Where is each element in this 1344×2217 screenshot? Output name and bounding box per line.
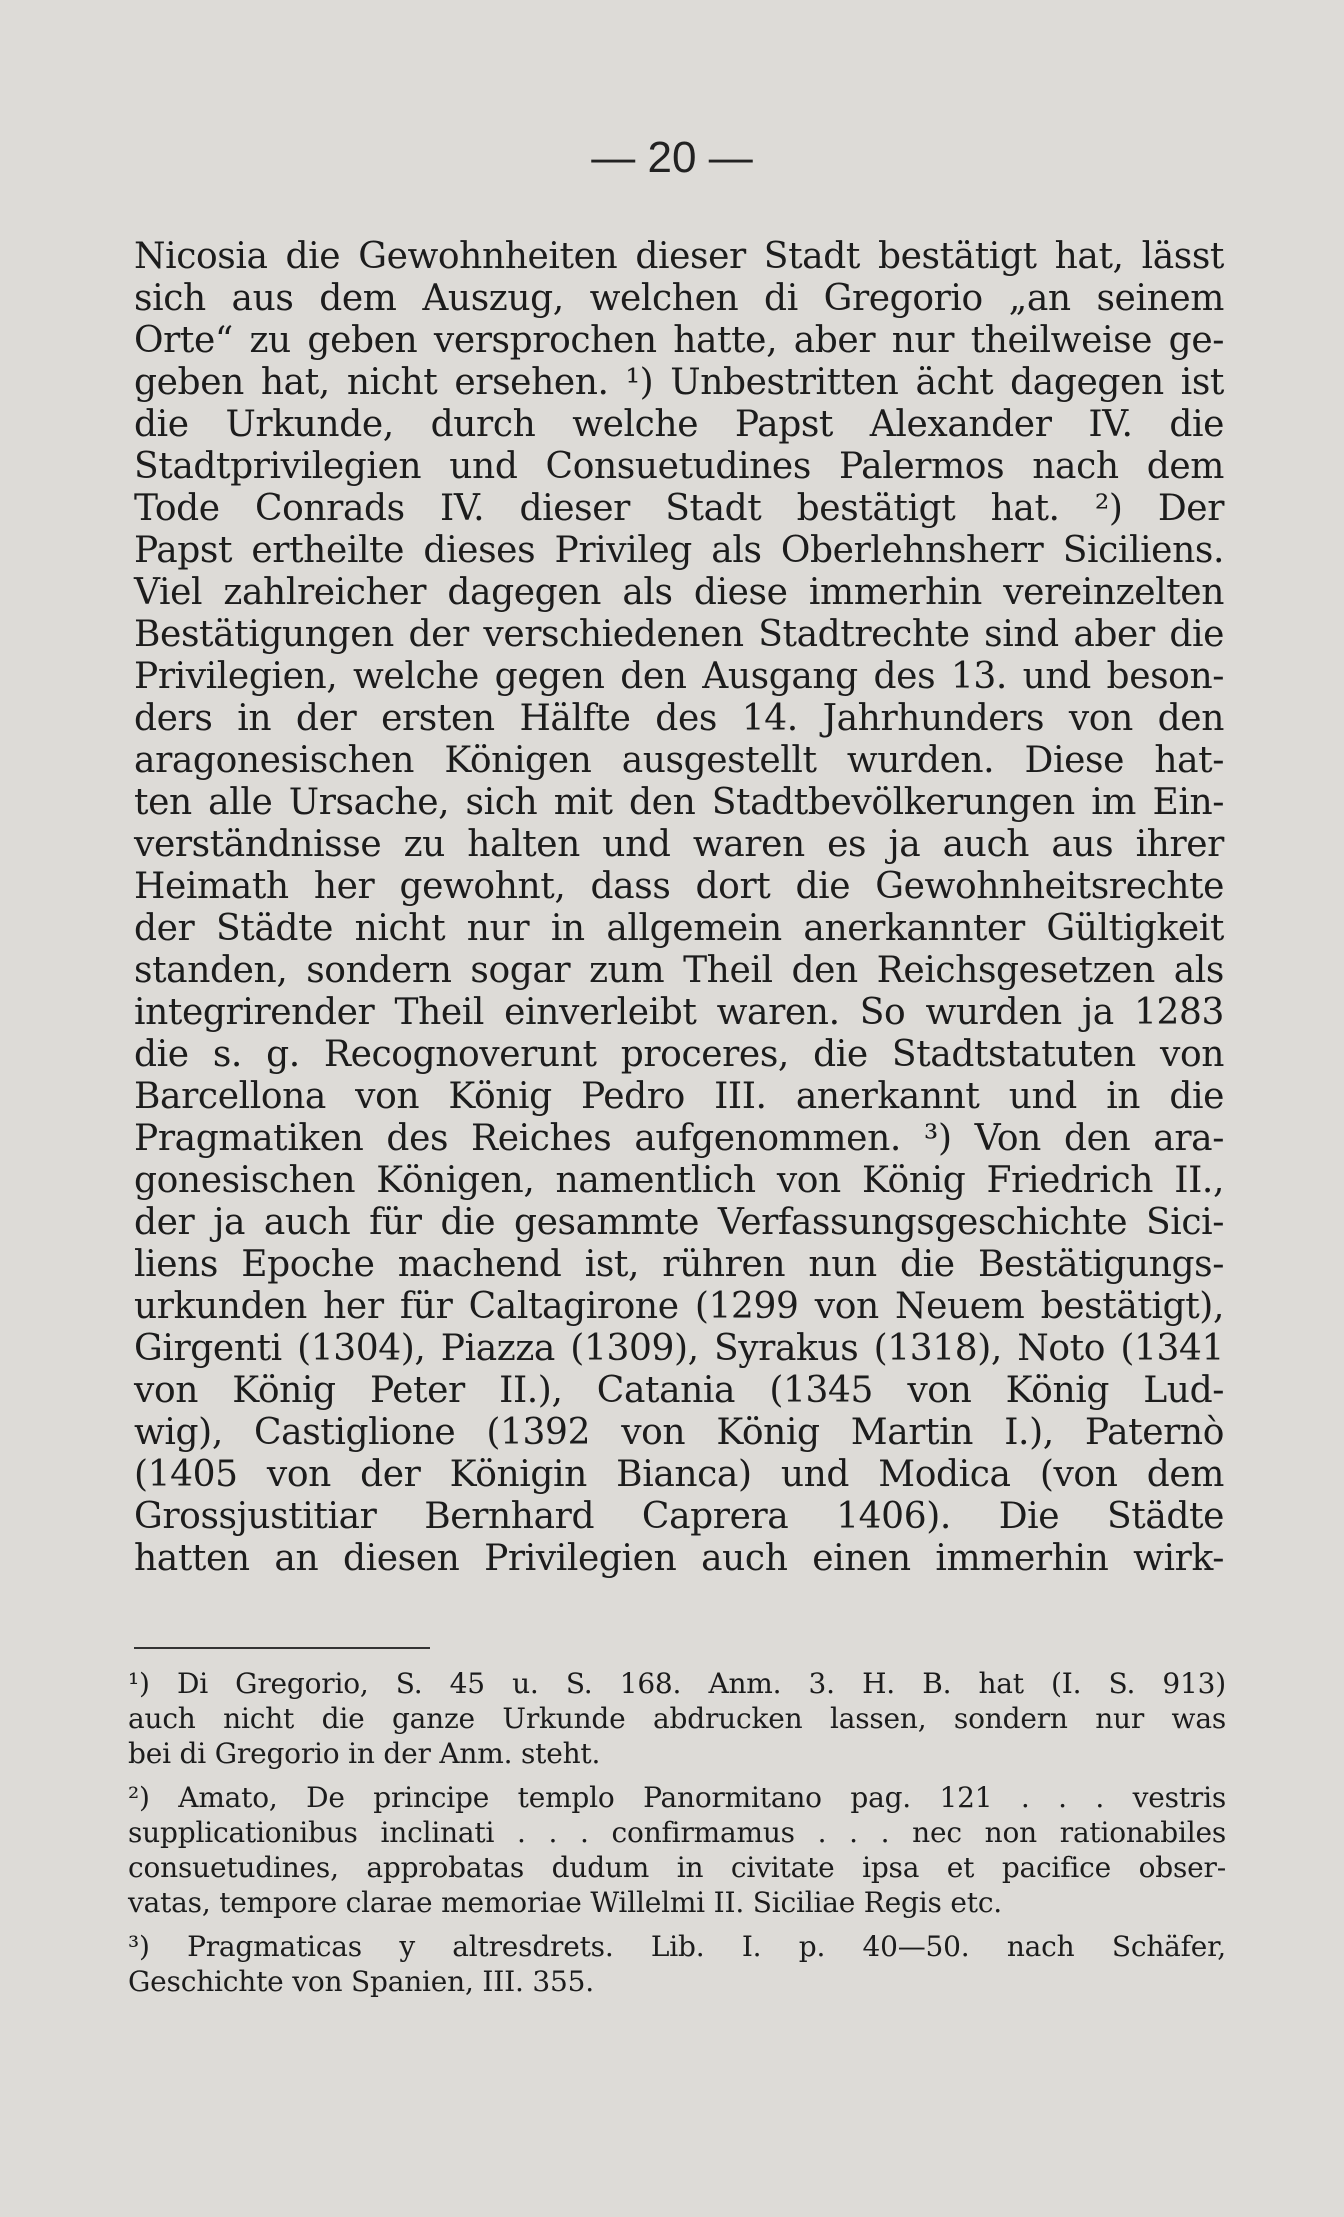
text-line: Nicosia die Gewohnheiten dieser Stadt bestätigt hat, lässt — [134, 236, 1224, 277]
text-line: von König Peter II.), Catania (1345 von König Lud- — [134, 1370, 1224, 1411]
text-line: liens Epoche machend ist, rühren nun die Bestätigungs- — [134, 1244, 1224, 1285]
text-line: standen, sondern sogar zum Theil den Reichsgesetzen als — [134, 950, 1224, 991]
text-line: Bestätigungen der verschiedenen Stadtrechte sind aber die — [134, 614, 1224, 655]
text-line: Privilegien, welche gegen den Ausgang des 13. und beson- — [134, 656, 1224, 697]
text-line: geben hat, nicht ersehen. ¹) Unbestritten ächt dagegen ist — [134, 362, 1224, 403]
text-line: Pragmatiken des Reiches aufgenommen. ³) Von den ara- — [134, 1118, 1224, 1159]
text-line: Heimath her gewohnt, dass dort die Gewohnheitsrechte — [134, 866, 1224, 907]
footnote-line: vatas, tempore clarae memoriae Willelmi II. Siciliae Regis etc. — [128, 1886, 1003, 1919]
text-line: Papst ertheilte dieses Privileg als Oberlehnsherr Siciliens. — [134, 530, 1224, 571]
footnote-line: auch nicht die ganze Urkunde abdrucken lassen, sondern nur was — [128, 1702, 1226, 1735]
text-line: die Urkunde, durch welche Papst Alexander IV. die — [134, 404, 1224, 445]
footnote-line: bei di Gregorio in der Anm. steht. — [128, 1737, 601, 1770]
text-line: Tode Conrads IV. dieser Stadt bestätigt hat. ²) Der — [134, 488, 1224, 529]
footnote-3 — [128, 1929, 1226, 1999]
text-line: gonesischen Königen, namentlich von König Friedrich II., — [134, 1160, 1224, 1201]
body-text — [134, 236, 1224, 1580]
footnote-2 — [128, 1780, 1226, 1920]
footnotes — [128, 1666, 1226, 1999]
text-line: aragonesischen Königen ausgestellt wurden. Diese hat- — [134, 740, 1224, 781]
text-line: die s. g. Recognoverunt proceres, die Stadtstatuten von — [134, 1034, 1224, 1075]
text-line: der Städte nicht nur in allgemein anerkannter Gültigkeit — [134, 908, 1224, 949]
page-number: — 20 — — [591, 133, 753, 182]
footnote-line: consuetudines, approbatas dudum in civitate ipsa et pacifice obser- — [128, 1851, 1226, 1884]
text-line: wig), Castiglione (1392 von König Martin I.), Paternò — [134, 1412, 1224, 1453]
text-line: integrirender Theil einverleibt waren. So wurden ja 1283 — [134, 992, 1224, 1033]
footnote-1 — [128, 1666, 1226, 1771]
text-line: der ja auch für die gesammte Verfassungsgeschichte Sici- — [134, 1202, 1224, 1243]
text-line: urkunden her für Caltagirone (1299 von Neuem bestätigt), — [134, 1286, 1224, 1327]
footnote-line: ²) Amato, De principe templo Panormitano pag. 121 . . . vestris — [128, 1781, 1226, 1814]
text-line: Barcellona von König Pedro III. anerkannt und in die — [134, 1076, 1224, 1117]
text-line: Stadtprivilegien und Consuetudines Palermos nach dem — [134, 446, 1224, 487]
footnote-line: supplicationibus inclinati . . . confirmamus . . . nec non rationabiles — [128, 1816, 1226, 1849]
text-line: ders in der ersten Hälfte des 14. Jahrhunders von den — [134, 698, 1224, 739]
footnote-line: Geschichte von Spanien, III. 355. — [128, 1965, 594, 1998]
text-line: verständnisse zu halten und waren es ja auch aus ihrer — [134, 824, 1224, 865]
text-line: ten alle Ursache, sich mit den Stadtbevölkerungen im Ein- — [134, 782, 1224, 823]
text-line: sich aus dem Auszug, welchen di Gregorio „an seinem — [134, 278, 1224, 319]
text-line: (1405 von der Königin Bianca) und Modica (von dem — [134, 1454, 1224, 1495]
text-line: Grossjustitiar Bernhard Caprera 1406). Die Städte — [134, 1496, 1224, 1537]
footnote-divider — [134, 1647, 430, 1649]
footnote-line: ¹) Di Gregorio, S. 45 u. S. 168. Anm. 3. H. B. hat (I. S. 913) — [128, 1667, 1226, 1700]
text-line: Orte“ zu geben versprochen hatte, aber nur theilweise ge- — [134, 320, 1224, 361]
text-line: Girgenti (1304), Piazza (1309), Syrakus (1318), Noto (1341 — [134, 1328, 1224, 1369]
footnote-line: ³) Pragmaticas y altresdrets. Lib. I. p. 40—50. nach Schäfer, — [128, 1930, 1226, 1963]
text-line: Viel zahlreicher dagegen als diese immerhin vereinzelten — [134, 572, 1224, 613]
text-line: hatten an diesen Privilegien auch einen immerhin wirk- — [134, 1538, 1224, 1579]
